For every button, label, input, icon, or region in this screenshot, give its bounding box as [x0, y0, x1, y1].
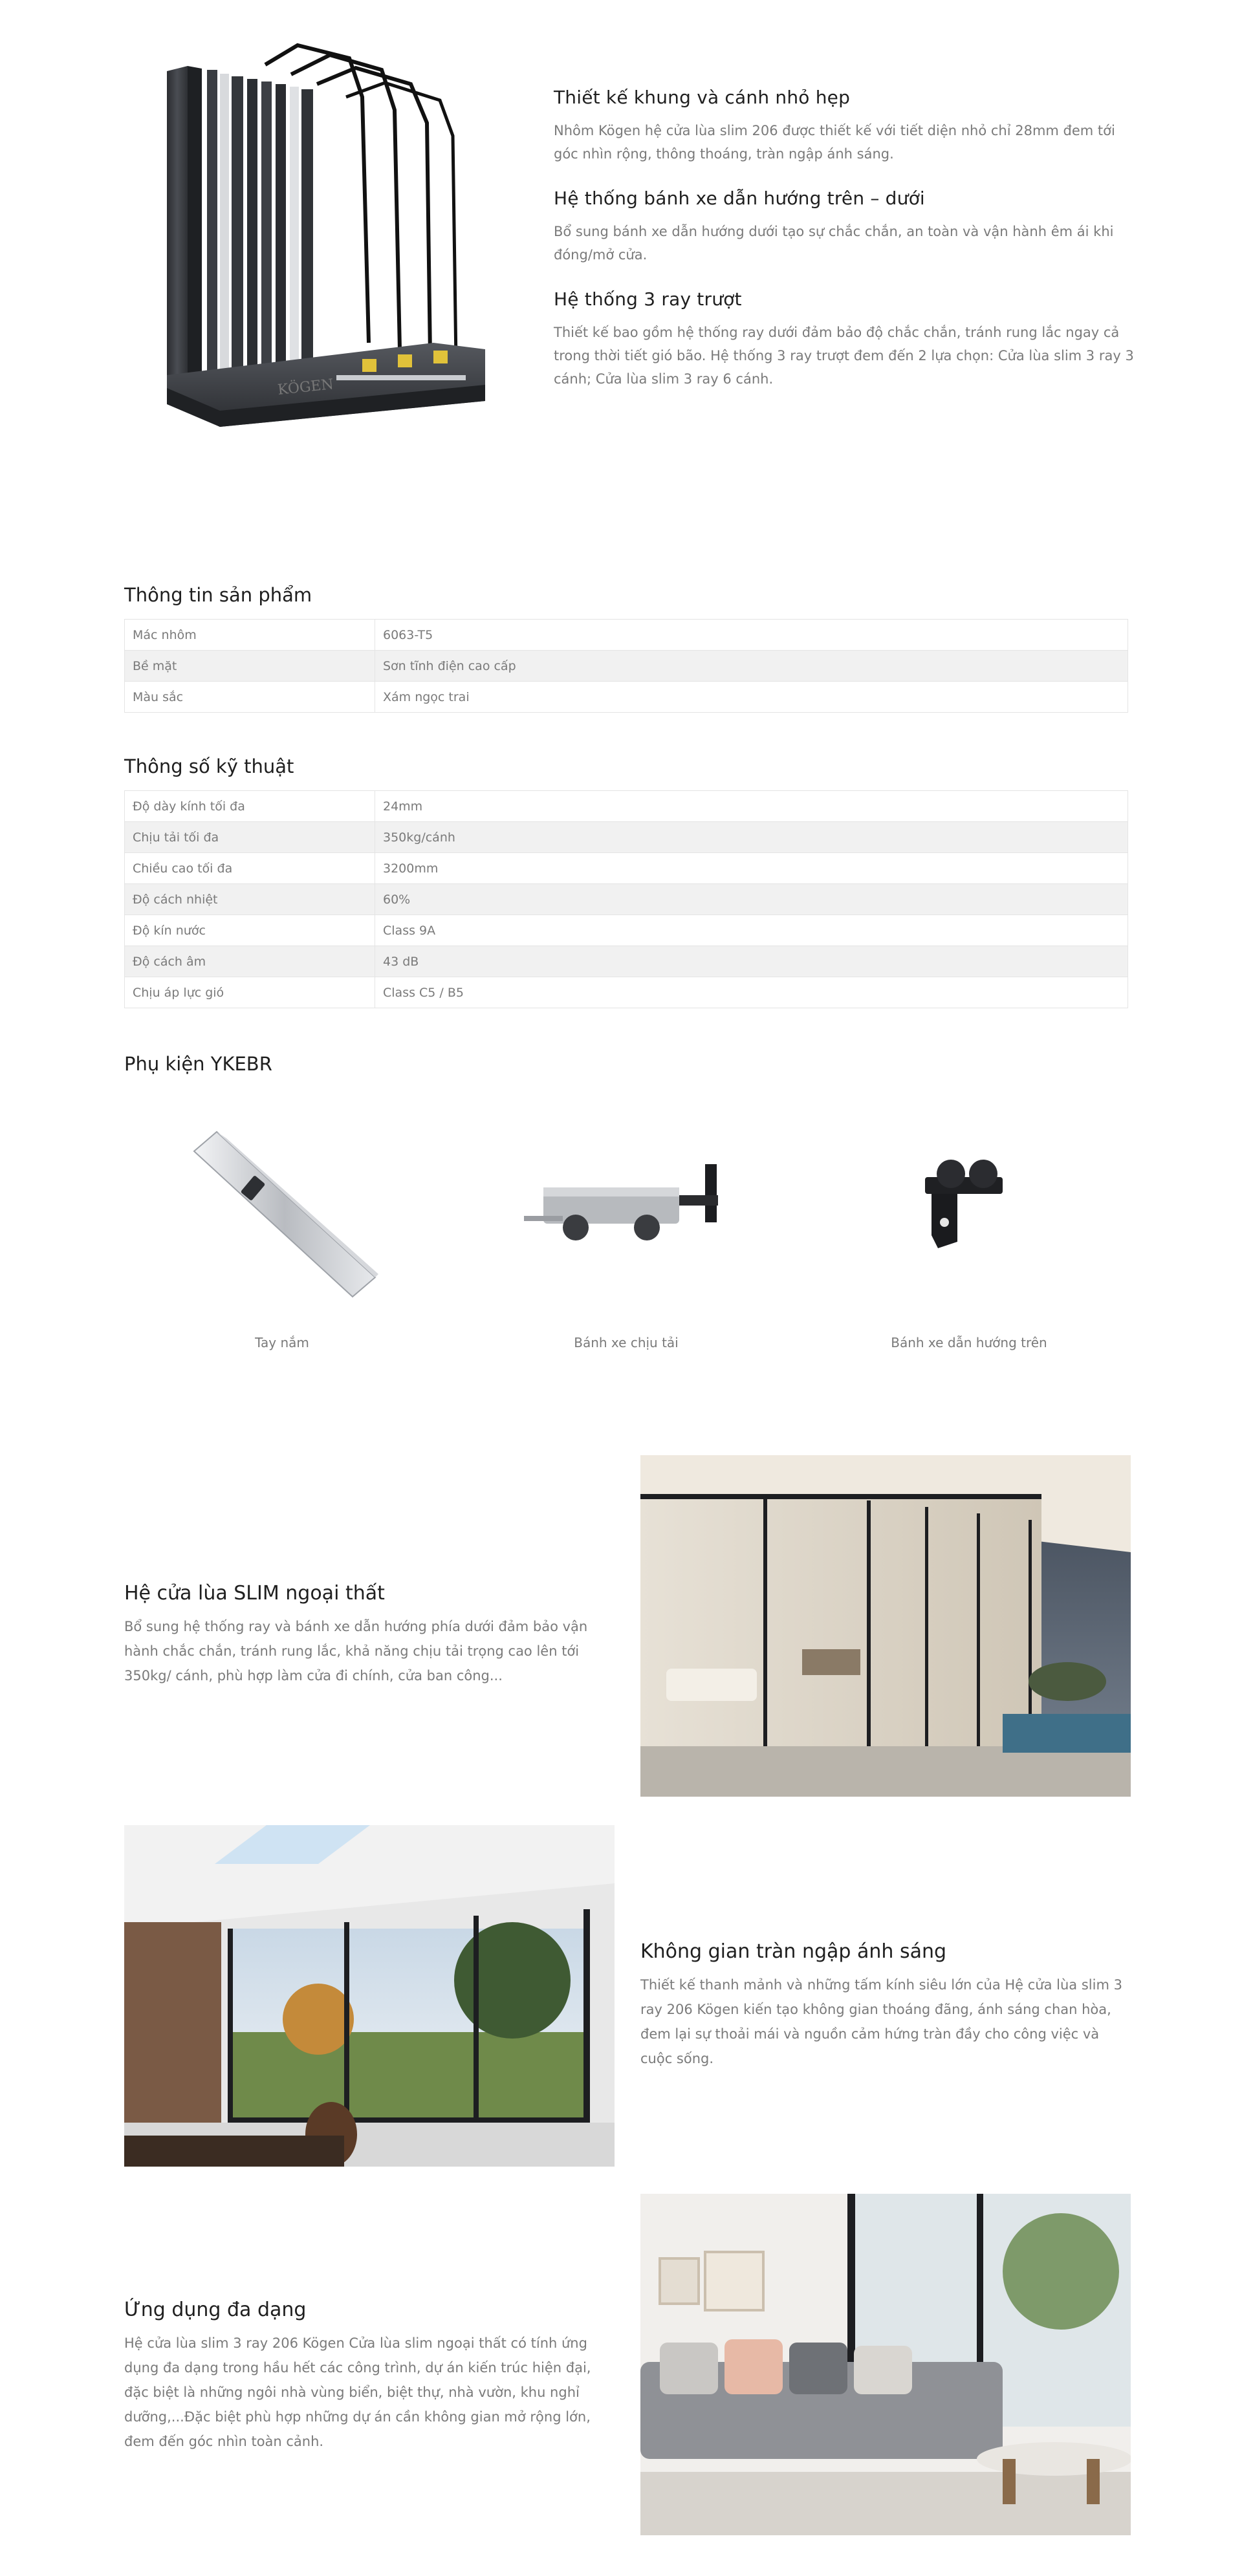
- accessory-label-handle: Tay nắm: [255, 1335, 309, 1350]
- feature-title: Hệ thống 3 ray trượt: [554, 288, 742, 310]
- table-cell-key: Độ cách âm: [125, 946, 375, 977]
- table-cell-key: Chiều cao tối đa: [125, 853, 375, 884]
- feature-desc: Bổ sung bánh xe dẫn hướng dưới tạo sự chắc chắn, an toàn và vận hành êm ái khi đóng/mở cửa.: [554, 224, 1114, 263]
- banner-title: Ứng dụng đa dạng: [124, 2299, 307, 2321]
- banner-title: Hệ cửa lùa SLIM ngoại thất: [124, 1582, 385, 1605]
- table-cell-value: 350kg/cánh: [375, 822, 1128, 853]
- table-cell-key: Độ cách nhiệt: [125, 884, 375, 915]
- feature-title: Thiết kế khung và cánh nhỏ hẹp: [554, 87, 851, 108]
- table-row: [125, 651, 1128, 682]
- table-cell-key: Độ dày kính tối đa: [125, 791, 375, 822]
- banner-desc: Hệ cửa lùa slim 3 ray 206 Kögen Cửa lùa slim ngoại thất có tính ứng dụng đa dạng trong hầu hết các công trình, dự án kiến trúc hiện đại, đặc biệt là những ngôi nhà vùng biển, biệt thự, nhà vườn, khu nghỉ dưỡng,...Đặc biệt phù hợp những dự án cần không gian mở rộng lớn, đem đến góc nhìn toàn cảnh.: [124, 2335, 591, 2449]
- table-cell-value: Class C5 / B5: [375, 977, 1128, 1008]
- table-row: [125, 977, 1128, 1008]
- table-cell-value: 3200mm: [375, 853, 1128, 884]
- table-row: [125, 791, 1128, 822]
- table-cell-key: Màu sắc: [125, 682, 375, 713]
- table-cell-value: 6063-T5: [375, 620, 1128, 651]
- exterior-villa-photo: [640, 1455, 1131, 1797]
- table-cell-key: Độ kín nước: [125, 915, 375, 946]
- accessory-label-load-roller: Bánh xe chịu tải: [574, 1335, 679, 1350]
- interior-garden-photo: [124, 1825, 615, 2167]
- profile-cross-section-image: [162, 39, 498, 427]
- feature-title: Hệ thống bánh xe dẫn hướng trên – dưới: [554, 188, 925, 209]
- feature-desc: Nhôm Kögen hệ cửa lùa slim 206 được thiết kế với tiết diện nhỏ chỉ 28mm đem tới góc nhìn rộng, thông thoáng, tràn ngập ánh sáng.: [554, 123, 1115, 162]
- feature-desc: Thiết kế bao gồm hệ thống ray dưới đảm bảo độ chắc chắn, tránh rung lắc ngay cả trong thời tiết gió bão. Hệ thống 3 ray trượt đem đến 2 lựa chọn: Cửa lùa slim 3 ray 3 cánh; Cửa lùa slim 3 ray 6 cánh.: [554, 325, 1134, 387]
- guide-roller-image: [906, 1138, 1035, 1268]
- table-row: [125, 853, 1128, 884]
- table-row: [125, 946, 1128, 977]
- product-info-title: Thông tin sản phẩm: [124, 584, 312, 606]
- banner-title: Không gian tràn ngập ánh sáng: [640, 1940, 947, 1963]
- table-cell-key: Chịu tải tối đa: [125, 822, 375, 853]
- accessories-title: Phụ kiện YKEBR: [124, 1053, 272, 1075]
- handle-image: [181, 1112, 388, 1306]
- table-cell-value: Sơn tĩnh điện cao cấp: [375, 651, 1128, 682]
- accessory-label-guide-roller: Bánh xe dẫn hướng trên: [891, 1335, 1047, 1350]
- table-cell-key: Bề mặt: [125, 651, 375, 682]
- specs-table: [124, 790, 1128, 1008]
- table-row: [125, 682, 1128, 713]
- table-cell-value: 60%: [375, 884, 1128, 915]
- table-cell-key: Chịu áp lực gió: [125, 977, 375, 1008]
- table-cell-value: 43 dB: [375, 946, 1128, 977]
- table-row: [125, 884, 1128, 915]
- table-row: [125, 620, 1128, 651]
- table-cell-value: Class 9A: [375, 915, 1128, 946]
- hero-logo-text: KÖGEN: [277, 376, 334, 398]
- table-row: [125, 915, 1128, 946]
- table-cell-key: Mác nhôm: [125, 620, 375, 651]
- banner-desc: Bổ sung hệ thống ray và bánh xe dẫn hướng phía dưới đảm bảo vận hành chắc chắn, tránh rung lắc, khả năng chịu tải trọng cao lên tới 350kg/ cánh, phù hợp làm cửa đi chính, cửa ban công...: [124, 1619, 588, 1683]
- specs-title: Thông số kỹ thuật: [124, 755, 294, 777]
- table-row: [125, 822, 1128, 853]
- product-info-table: [124, 619, 1128, 713]
- table-cell-value: 24mm: [375, 791, 1128, 822]
- table-cell-value: Xám ngọc trai: [375, 682, 1128, 713]
- banner-desc: Thiết kế thanh mảnh và những tấm kính siêu lớn của Hệ cửa lùa slim 3 ray 206 Kögen kiến tạo không gian thoáng đãng, ánh sáng chan hòa, đem lại sự thoải mái và nguồn cảm hứng tràn đầy cho công việc và cuộc sống.: [640, 1977, 1122, 2066]
- load-roller-image: [518, 1151, 737, 1261]
- living-room-photo: [640, 2194, 1131, 2535]
